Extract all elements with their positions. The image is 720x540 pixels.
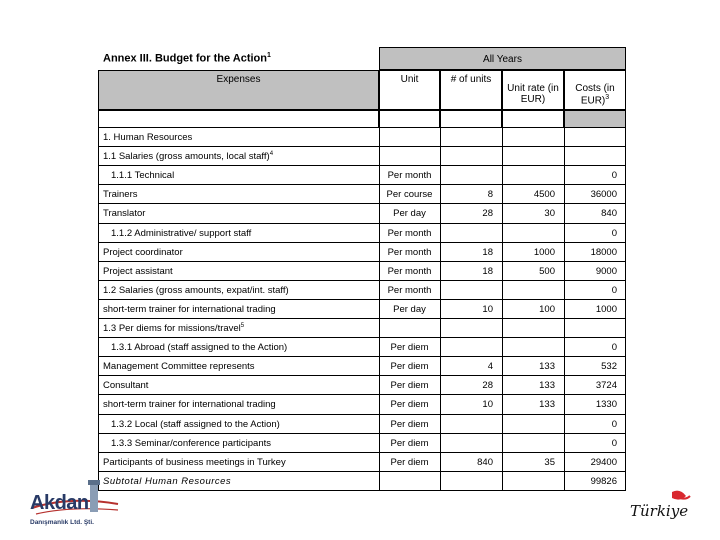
row-unit: Per diem bbox=[390, 438, 429, 449]
row-divider bbox=[98, 375, 626, 376]
row-num-units: 10 bbox=[482, 399, 493, 410]
row-cost: 0 bbox=[611, 438, 617, 449]
col-divider bbox=[625, 204, 626, 224]
col-divider bbox=[440, 166, 441, 185]
row-label: 1.3.2 Local (staff assigned to the Action) bbox=[111, 419, 280, 430]
row-unit-rate: 100 bbox=[539, 304, 555, 315]
row-unit: Per diem bbox=[390, 342, 429, 353]
row-divider bbox=[98, 394, 626, 395]
row-unit-rate: 35 bbox=[544, 457, 555, 468]
row-divider bbox=[98, 165, 626, 166]
turkiye-logo bbox=[628, 488, 708, 528]
row-unit: Per day bbox=[393, 208, 426, 219]
row-cost: 0 bbox=[611, 285, 617, 296]
col-divider bbox=[379, 472, 380, 491]
row-cost: 0 bbox=[611, 170, 617, 181]
row-unit: Per month bbox=[387, 228, 432, 239]
row-unit: Per day bbox=[393, 304, 426, 315]
row-divider bbox=[98, 184, 626, 185]
row-divider bbox=[98, 242, 626, 243]
col-divider bbox=[502, 128, 503, 147]
row-cost: 99826 bbox=[590, 476, 617, 487]
col-divider bbox=[502, 147, 503, 166]
row-unit: Per month bbox=[387, 247, 432, 258]
row-num-units: 840 bbox=[477, 457, 493, 468]
row-unit: Per diem bbox=[390, 380, 429, 391]
row-divider bbox=[98, 337, 626, 338]
row-divider bbox=[98, 299, 626, 300]
col-divider bbox=[502, 338, 503, 357]
row-divider bbox=[98, 280, 626, 281]
row-label: Subtotal Human Resources bbox=[103, 476, 232, 487]
row-unit-rate: 133 bbox=[539, 399, 555, 410]
row-cost: 840 bbox=[601, 208, 617, 219]
row-divider bbox=[98, 146, 626, 147]
row-cost: 1000 bbox=[595, 304, 617, 315]
row-cost: 3724 bbox=[595, 380, 617, 391]
col-divider bbox=[625, 338, 626, 357]
row-unit: Per month bbox=[387, 285, 432, 296]
row-label: Consultant bbox=[103, 380, 149, 391]
table-left-border bbox=[98, 128, 99, 491]
col-divider bbox=[440, 128, 441, 147]
row-unit-rate: 133 bbox=[539, 380, 555, 391]
col-divider bbox=[502, 166, 503, 185]
row-cost: 0 bbox=[611, 228, 617, 239]
row-divider bbox=[98, 356, 626, 357]
row-label: 1. Human Resources bbox=[103, 132, 193, 143]
row-cost: 18000 bbox=[590, 247, 617, 258]
row-label: Project coordinator bbox=[103, 247, 183, 258]
spacer-cell bbox=[98, 110, 379, 128]
row-label: 1.1.1 Technical bbox=[111, 170, 175, 181]
row-label: 1.3.3 Seminar/conference participants bbox=[111, 438, 272, 449]
row-num-units: 8 bbox=[487, 189, 493, 200]
col-divider bbox=[625, 453, 626, 472]
row-unit: Per diem bbox=[390, 419, 429, 430]
col-divider bbox=[440, 224, 441, 243]
row-unit: Per month bbox=[387, 266, 432, 277]
row-label: Participants of business meetings in Turkey bbox=[103, 457, 286, 468]
col-divider bbox=[440, 281, 441, 300]
col-divider bbox=[379, 319, 380, 338]
row-unit: Per month bbox=[387, 170, 432, 181]
col-divider bbox=[625, 128, 626, 147]
col-divider bbox=[625, 166, 626, 185]
row-label: Translator bbox=[103, 208, 146, 219]
header-unit-rate: Unit rate (in EUR) bbox=[502, 70, 564, 110]
row-label: 1.1 Salaries (gross amounts, local staff)$^4$ bbox=[103, 151, 274, 163]
col-divider bbox=[625, 472, 626, 491]
col-divider bbox=[625, 281, 626, 300]
row-cost: 9000 bbox=[595, 266, 617, 277]
row-num-units: 18 bbox=[482, 247, 493, 258]
row-num-units: 18 bbox=[482, 266, 493, 277]
col-divider bbox=[625, 357, 626, 376]
row-unit: Per diem bbox=[390, 457, 429, 468]
row-cost: 0 bbox=[611, 419, 617, 430]
row-label: 1.3.1 Abroad (staff assigned to the Action) bbox=[111, 342, 288, 353]
col-divider bbox=[625, 395, 626, 415]
header-costs: Costs (in EUR)$^3$ bbox=[564, 70, 626, 110]
row-divider bbox=[98, 318, 626, 319]
row-unit-rate: 30 bbox=[544, 208, 555, 219]
row-cost: 36000 bbox=[590, 189, 617, 200]
row-label: Project assistant bbox=[103, 266, 173, 277]
row-label: 1.2 Salaries (gross amounts, expat/int. staff) bbox=[103, 285, 289, 296]
row-num-units: 10 bbox=[482, 304, 493, 315]
header-unit: Unit bbox=[379, 70, 440, 110]
col-divider bbox=[440, 434, 441, 453]
col-divider bbox=[564, 128, 565, 147]
col-divider bbox=[440, 147, 441, 166]
row-unit: Per diem bbox=[390, 399, 429, 410]
col-divider bbox=[625, 243, 626, 262]
col-divider bbox=[502, 281, 503, 300]
col-divider bbox=[440, 415, 441, 434]
col-divider bbox=[625, 300, 626, 319]
row-label: short-term trainer for international trading bbox=[103, 399, 276, 410]
col-divider bbox=[625, 319, 626, 338]
header-expenses: Expenses bbox=[98, 70, 379, 110]
turkiye-wordmark: Türkiye bbox=[630, 502, 689, 520]
col-divider bbox=[625, 434, 626, 453]
page-title: Annex III. Budget for the Action$^1$ bbox=[103, 52, 271, 65]
col-divider bbox=[625, 185, 626, 204]
row-divider bbox=[98, 414, 626, 415]
col-divider bbox=[625, 376, 626, 395]
col-divider bbox=[625, 262, 626, 281]
col-divider bbox=[440, 319, 441, 338]
row-unit-rate: 4500 bbox=[533, 189, 555, 200]
spacer-cell bbox=[440, 110, 502, 128]
akdan-logo bbox=[30, 478, 120, 534]
row-divider bbox=[98, 471, 626, 472]
col-divider bbox=[502, 472, 503, 491]
col-divider bbox=[502, 415, 503, 434]
row-divider bbox=[98, 490, 626, 491]
row-num-units: 4 bbox=[487, 361, 493, 372]
row-cost: 0 bbox=[611, 342, 617, 353]
col-divider bbox=[440, 338, 441, 357]
col-divider bbox=[379, 128, 380, 147]
row-cost: 1330 bbox=[595, 399, 617, 410]
row-label: Trainers bbox=[103, 189, 138, 200]
spacer-cell bbox=[564, 110, 626, 128]
spacer-cell bbox=[502, 110, 564, 128]
row-unit-rate: 133 bbox=[539, 361, 555, 372]
col-divider bbox=[502, 434, 503, 453]
col-divider bbox=[564, 319, 565, 338]
col-divider bbox=[440, 472, 441, 491]
row-unit: Per diem bbox=[390, 361, 429, 372]
row-label: Management Committee represents bbox=[103, 361, 255, 372]
row-unit: Per course bbox=[386, 189, 433, 200]
row-num-units: 28 bbox=[482, 380, 493, 391]
row-divider bbox=[98, 223, 626, 224]
row-divider bbox=[98, 203, 626, 204]
row-divider bbox=[98, 433, 626, 434]
row-label-sup: 4 bbox=[269, 151, 274, 157]
row-divider bbox=[98, 452, 626, 453]
row-label: 1.1.2 Administrative/ support staff bbox=[111, 228, 252, 239]
col-divider bbox=[502, 319, 503, 338]
akdan-name: Akdan bbox=[30, 492, 89, 514]
col-divider bbox=[502, 224, 503, 243]
col-divider bbox=[564, 147, 565, 166]
row-label-sup: 5 bbox=[240, 323, 245, 329]
spacer-cell bbox=[379, 110, 440, 128]
row-divider bbox=[98, 261, 626, 262]
row-cost: 532 bbox=[601, 361, 617, 372]
row-label: short-term trainer for international trading bbox=[103, 304, 276, 315]
row-num-units: 28 bbox=[482, 208, 493, 219]
row-unit-rate: 1000 bbox=[533, 247, 555, 258]
row-unit-rate: 500 bbox=[539, 266, 555, 277]
row-label: 1.3 Per diems for missions/travel$^5$ bbox=[103, 323, 245, 335]
col-divider bbox=[379, 147, 380, 166]
col-divider bbox=[625, 415, 626, 434]
header-all-years: All Years bbox=[379, 47, 626, 70]
akdan-subtitle: Danışmanlık Ltd. Şti. bbox=[30, 519, 94, 526]
row-cost: 29400 bbox=[590, 457, 617, 468]
header-num-units: # of units bbox=[440, 70, 502, 110]
col-divider bbox=[625, 224, 626, 243]
col-divider bbox=[625, 147, 626, 166]
